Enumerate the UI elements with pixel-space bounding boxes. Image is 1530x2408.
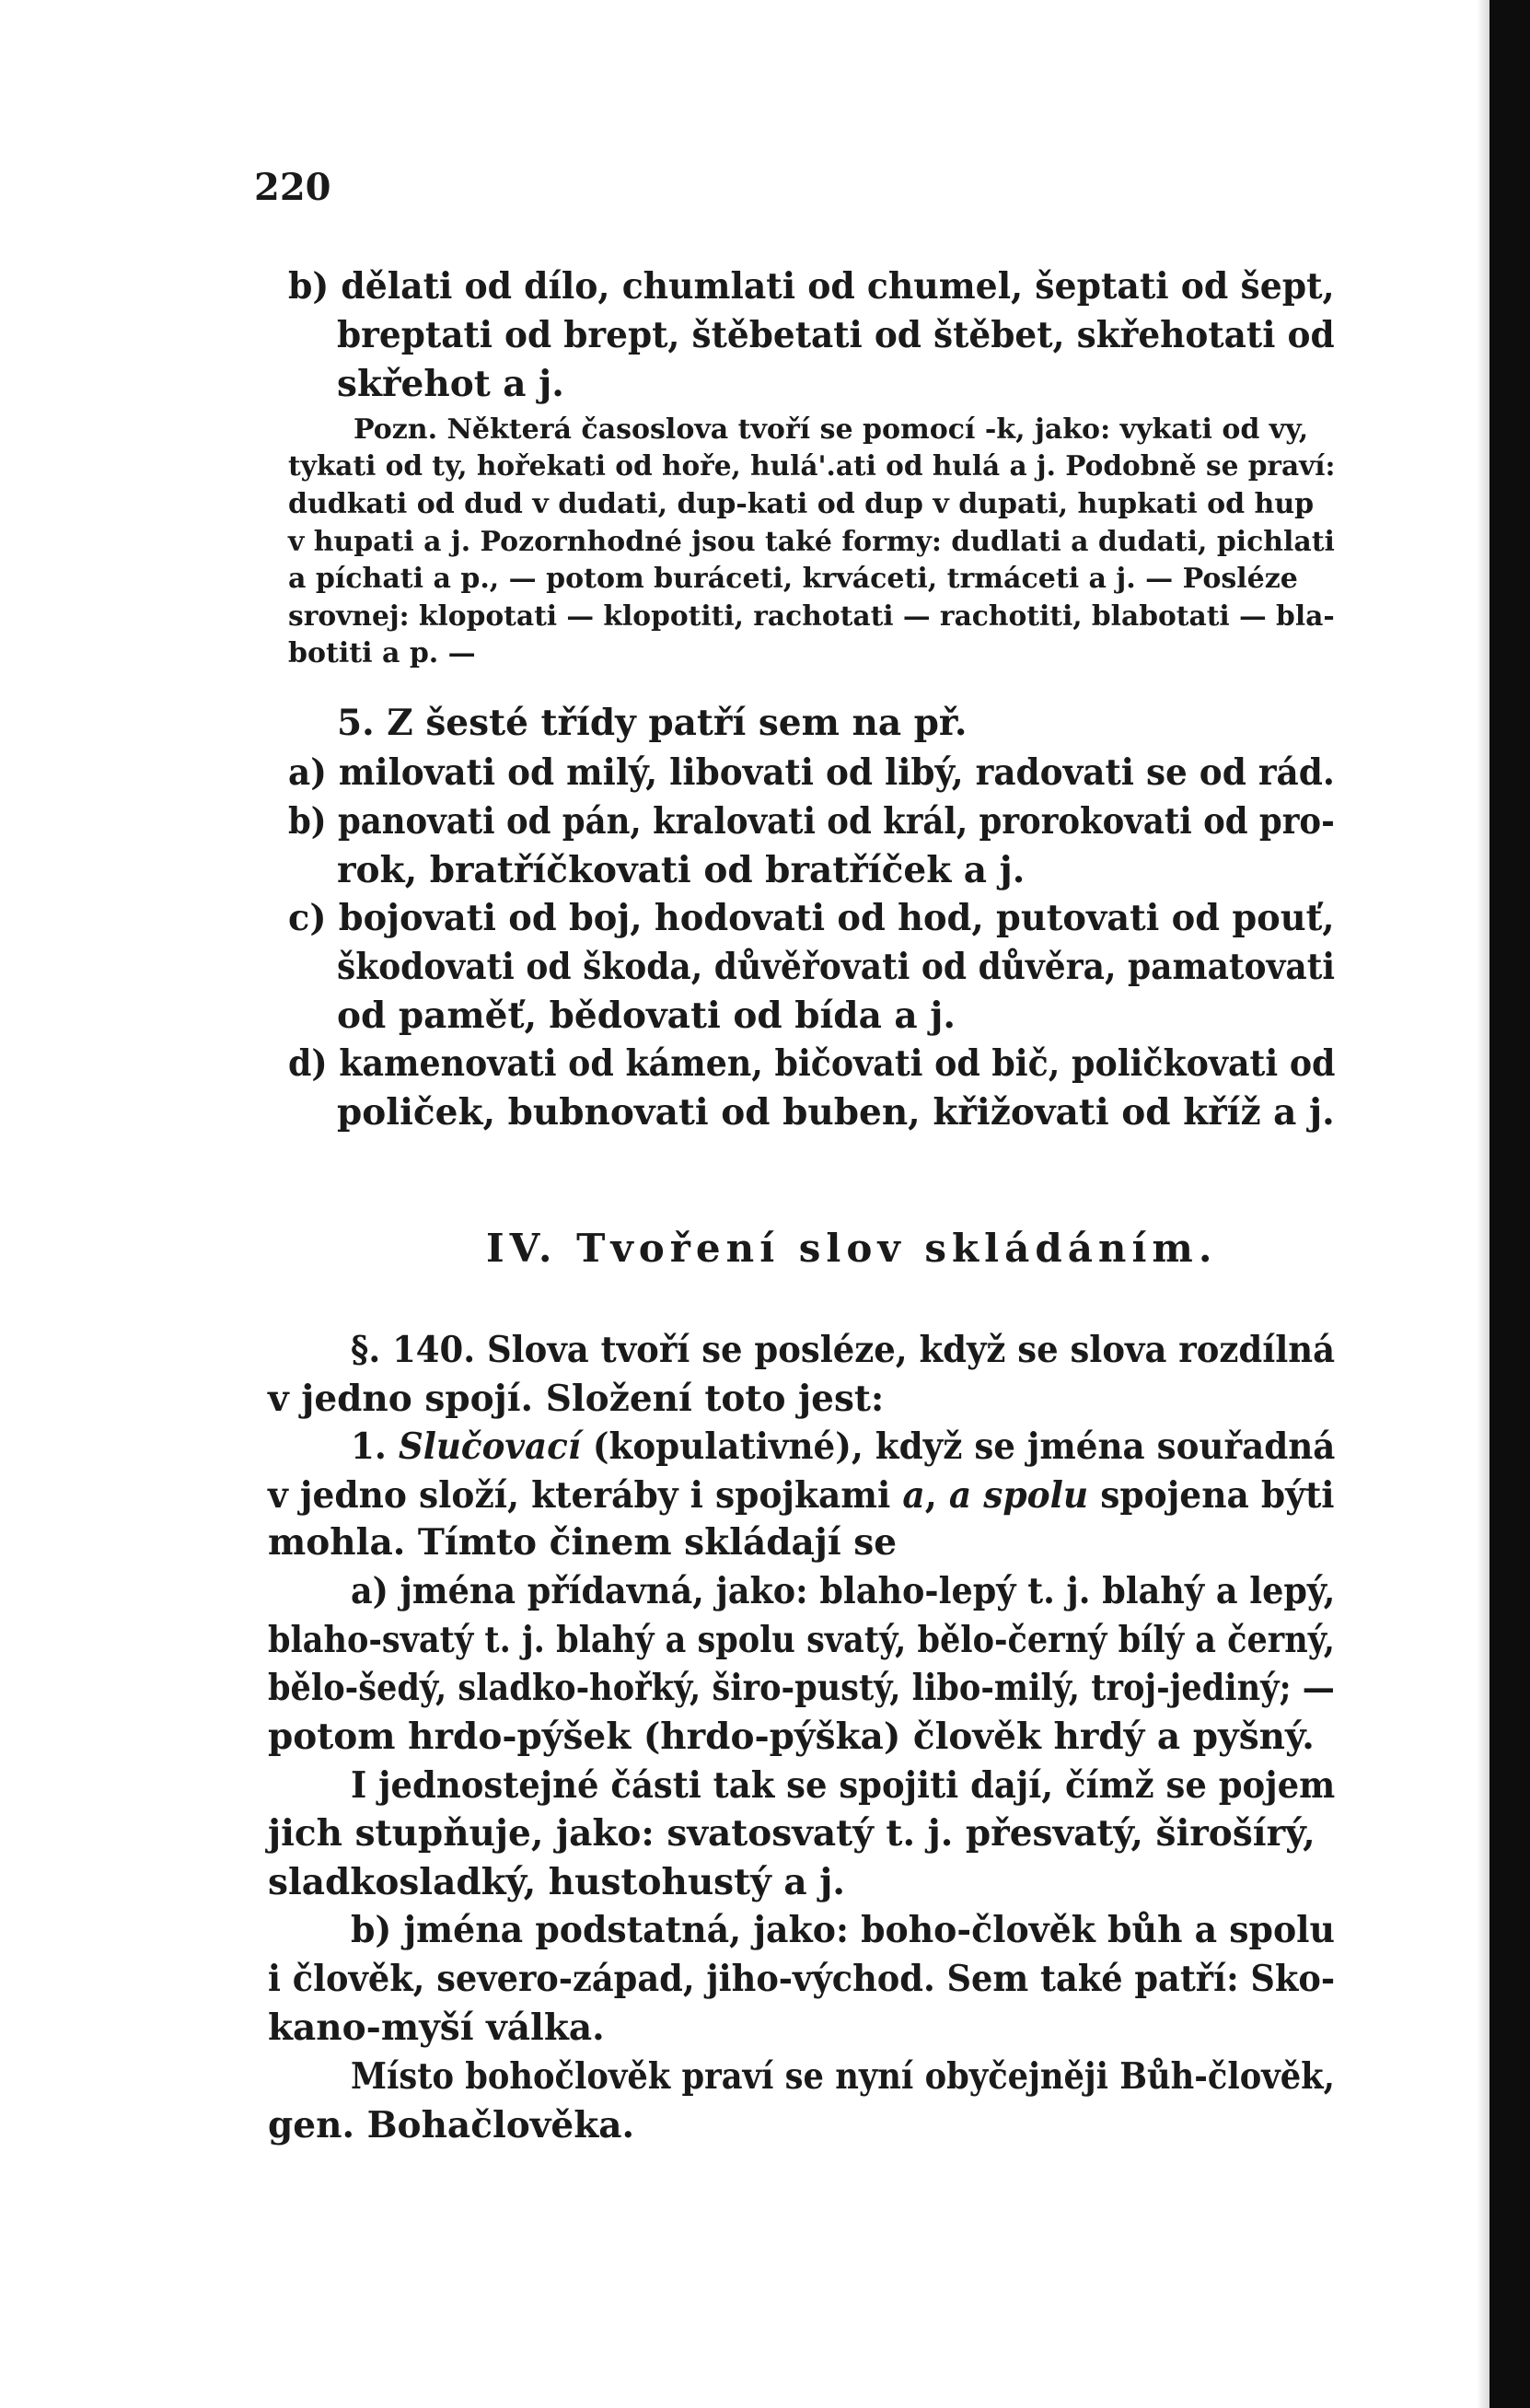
text-line: skřehot a j. [337, 363, 564, 405]
text-line: a) jména přídavná, jako: blaho-lepý t. j. blahý a lepý, [351, 1570, 1336, 1612]
note-line: dudkati od dud v dudati, dup-kati od dup v dupati, hupkati od hup [288, 488, 1315, 520]
text-line: §. 140. Slova tvoří se posléze, když se slova rozdílná [351, 1329, 1336, 1371]
text-line [351, 1425, 1336, 1468]
text-line: od paměť, bědovati od bída a j. [337, 995, 956, 1037]
text-line: gen. Bohačlověka. [268, 2104, 635, 2146]
page-gutter-shadow [1477, 0, 1489, 2408]
text-line: kano-myší válka. [268, 2007, 605, 2049]
text-span: , [924, 1474, 949, 1517]
text-line: I jednostejné části tak se spojiti dají, čímž se pojem [351, 1764, 1336, 1807]
text-span: v jedno složí, kteráby i spojkami [268, 1474, 903, 1517]
italic-term: a [902, 1474, 925, 1517]
page-number: 220 [254, 166, 331, 209]
text-line: jich stupňuje, jako: svatosvatý t. j. přesvatý, širošírý, [268, 1812, 1316, 1855]
note-line: Pozn. Některá časoslova tvoří se pomocí -k, jako: vykati od vy, [354, 413, 1309, 446]
section-heading: IV. Tvoření slov skládáním. [486, 1226, 1218, 1271]
text-line: b) jména podstatná, jako: boho-člověk bůh a spolu [351, 1909, 1335, 1951]
item-rest: (kopulativné), když se jména souřadná [580, 1425, 1336, 1468]
text-line: b) panovati od pán, kralovati od král, prorokovati od pro- [288, 800, 1335, 843]
italic-term: Slučovací [398, 1425, 581, 1468]
note-line: v hupati a j. Pozornhodné jsou také formy: dudlati a dudati, pichlati [288, 526, 1335, 558]
item-prefix: 1. [351, 1425, 399, 1468]
text-line: i člověk, severo-západ, jiho-východ. Sem také patří: Sko- [268, 1958, 1336, 2000]
text-line: Místo bohočlověk praví se nyní obyčejněji Bůh-člověk, [351, 2055, 1335, 2098]
text-line: v jedno spojí. Složení toto jest: [268, 1378, 885, 1420]
italic-term: a spolu [948, 1474, 1089, 1517]
text-line [268, 1474, 1335, 1517]
note-line: srovnej: klopotati — klopotiti, rachotati — rachotiti, blabotati — bla- [288, 600, 1335, 633]
note-line: botiti a p. — [288, 637, 476, 669]
text-line: sladkosladký, hustohustý a j. [268, 1861, 845, 1903]
text-span: spojena býti [1088, 1474, 1335, 1517]
text-line: 5. Z šesté třídy patří sem na př. [337, 702, 968, 744]
text-line: c) bojovati od boj, hodovati od hod, putovati od pouť, [288, 897, 1335, 939]
text-line: a) milovati od milý, libovati od libý, radovati se od rád. [288, 751, 1335, 794]
text-line: poliček, bubnovati od buben, křižovati od kříž a j. [337, 1091, 1335, 1134]
text-line: škodovati od škoda, důvěřovati od důvěra, pamatovati [337, 946, 1336, 988]
text-line: blaho-svatý t. j. blahý a spolu svatý, bělo-černý bílý a černý, [268, 1619, 1335, 1661]
text-line: rok, bratříčkovati od bratříček a j. [337, 849, 1026, 891]
text-line: potom hrdo-pýšek (hrdo-pýška) člověk hrdý a pyšný. [268, 1716, 1315, 1758]
text-line: breptati od brept, štěbetati od štěbet, skřehotati od [337, 314, 1335, 356]
text-line: bělo-šedý, sladko-hořký, širo-pustý, libo-milý, troj-jediný; — [268, 1667, 1335, 1709]
text-line: d) kamenovati od kámen, bičovati od bič, poličkovati od [288, 1042, 1336, 1085]
text-line: mohla. Tímto činem skládají se [268, 1521, 898, 1564]
note-line: tykati od ty, hořekati od hoře, hulá'.ati od hulá a j. Podobně se praví: [288, 450, 1336, 483]
book-edge [1489, 0, 1530, 2408]
note-line: a píchati a p., — potom buráceti, krváceti, trmáceti a j. — Posléze [288, 563, 1298, 595]
text-line: b) dělati od dílo, chumlati od chumel, šeptati od šept, [288, 265, 1335, 308]
